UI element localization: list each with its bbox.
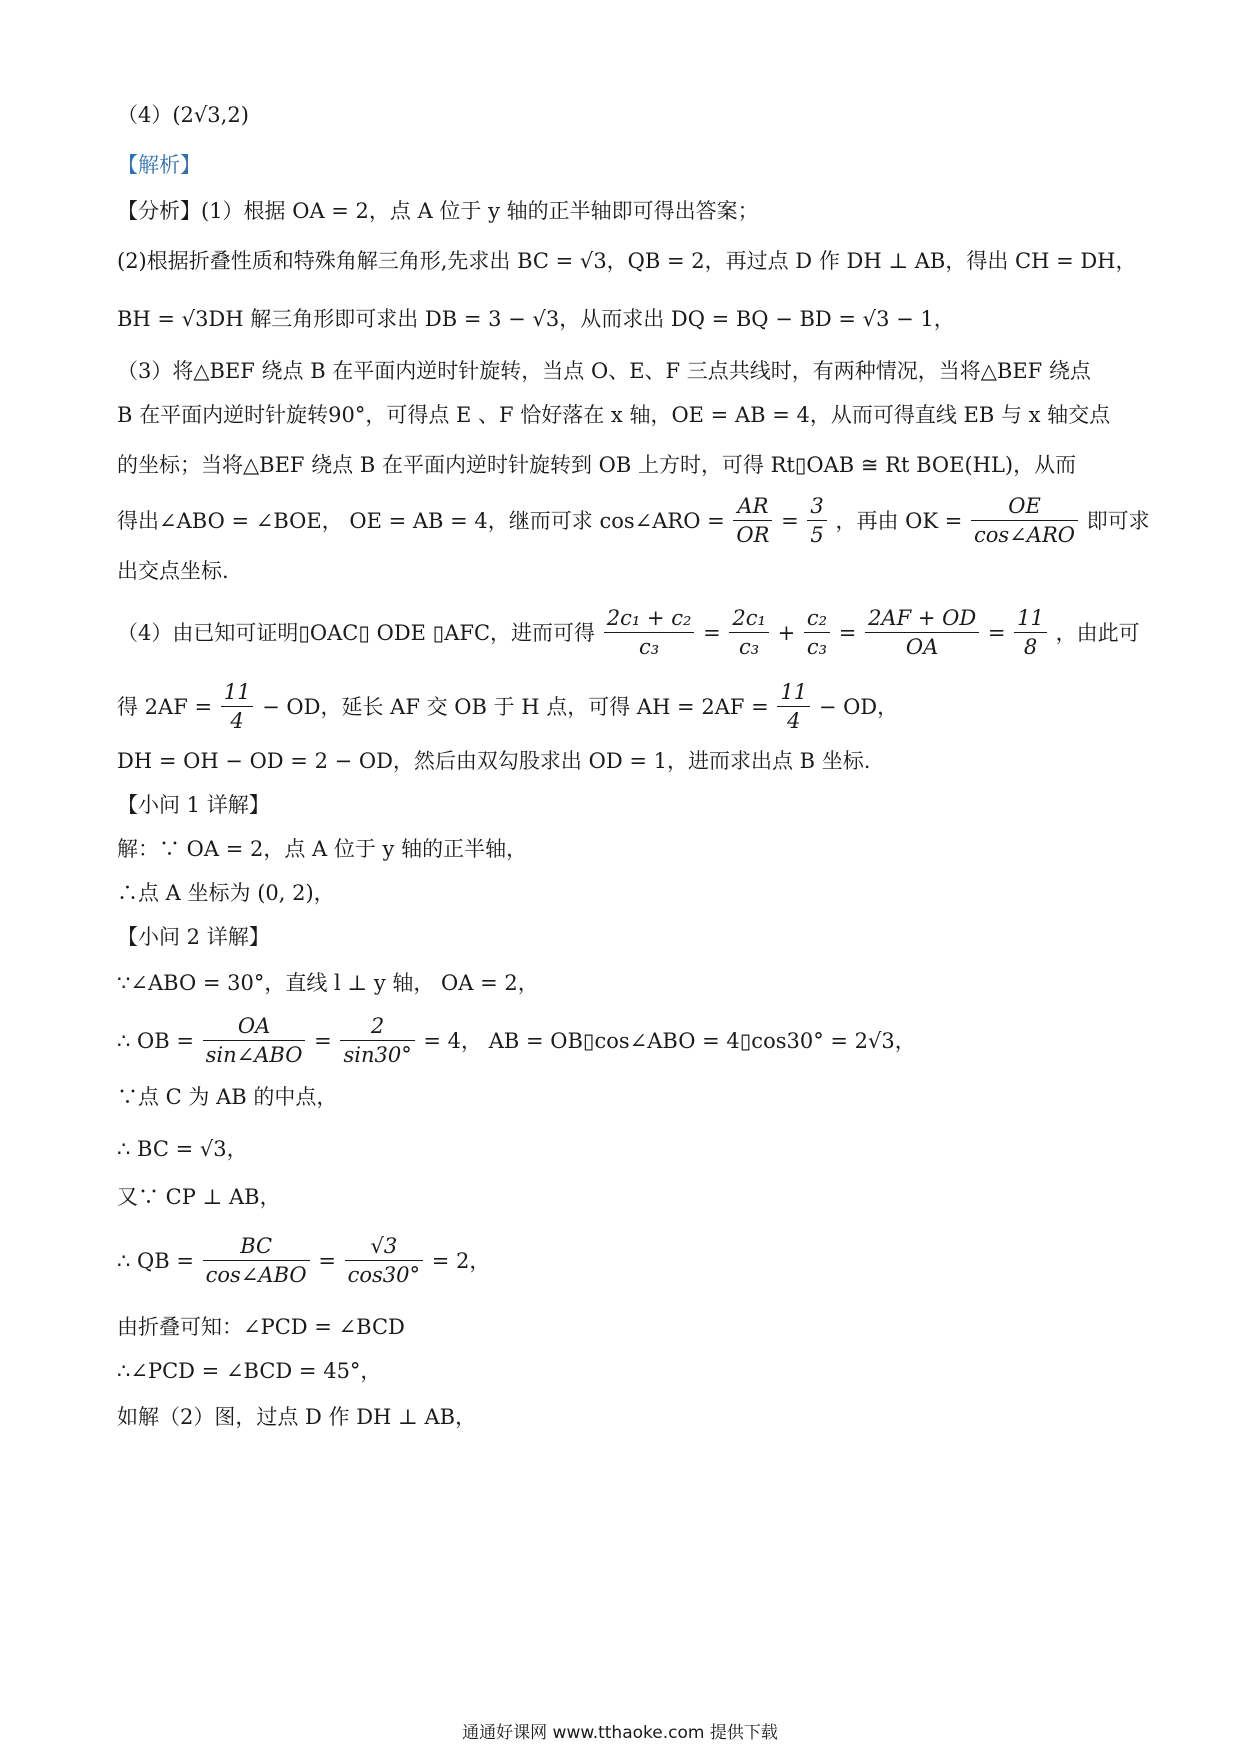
analysis-part-2-line-2: BH = √3DH 解三角形即可求出 DB = 3 − √3，从而求出 DQ = BQ − BD = √3 − 1， xyxy=(117,307,955,331)
fraction-11-4-a: $\frac{11}{4}$ xyxy=(221,678,254,735)
fraction-ratio-2: $\frac{\text{2c₁}}{\text{c₃}}$ xyxy=(729,604,769,661)
analysis-part-1: 【分析】(1）根据 OA = 2，点 A 位于 y 轴的正半轴即可得出答案； xyxy=(117,199,759,223)
q2-line-9: 如解（2）图，过点 D 作 DH ⊥ AB， xyxy=(117,1405,477,1429)
q2-line-5: 又∵ CP ⊥ AB， xyxy=(117,1185,281,1209)
q1-solution-line-1: 解：∵ OA = 2，点 A 位于 y 轴的正半轴， xyxy=(117,837,528,861)
fraction-sqrt3-cos30: $\frac{√3}{\cos 30^\circ}$ xyxy=(345,1232,423,1289)
q1-solution-line-2: ∴点 A 坐标为 (0, 2)， xyxy=(117,881,335,905)
answer-line: （4）(2√3,2) xyxy=(117,103,249,127)
fraction-bc-cos: $\frac{BC}{\text{cos∠ABO}}$ xyxy=(203,1232,310,1289)
fraction-ar-or: $\frac{AR}{OR}$ xyxy=(733,492,772,549)
analysis-part-3-line-1: （3）将△BEF 绕点 B 在平面内逆时针旋转，当点 O、E、F 三点共线时，有两种情况，当将△BEF 绕点 xyxy=(117,359,1091,383)
fraction-ratio-4: $\frac{2AF + OD}{OA}$ xyxy=(865,604,979,661)
q1-heading: 【小问 1 详解】 xyxy=(117,793,270,817)
fraction-oa-sin: $\frac{OA}{\text{sin∠ABO}}$ xyxy=(203,1012,306,1069)
q2-heading: 【小问 2 详解】 xyxy=(117,925,270,949)
q2-line-4: ∴ BC = √3， xyxy=(117,1137,248,1161)
analysis-part-3-line-5: 出交点坐标. xyxy=(117,559,229,583)
fraction-ratio-1: $\frac{\text{2c₁ + c₂}}{\text{c₃}}$ xyxy=(604,604,695,661)
analysis-part-2-line-1: (2)根据折叠性质和特殊角解三角形,先求出 BC = √3，QB = 2，再过点 D 作 DH ⊥ AB，得出 CH = DH， xyxy=(117,249,1137,273)
q2-line-2: ∴ OB = $\frac{OA}{\text{sin∠ABO}}$ = $\frac{2}{\sin 30^\circ}$ = 4， AB = OB▯cos∠ABO = 4▯cos30° = 2√3， xyxy=(117,1014,916,1067)
fraction-11-8: $\frac{11}{8}$ xyxy=(1014,604,1047,661)
q2-line-7: 由折叠可知：∠PCD = ∠BCD xyxy=(117,1315,405,1339)
analysis-part-4-line-2: 得 2AF = $\frac{11}{4}$ − OD，延长 AF 交 OB 于 H 点，可得 AH = 2AF = $\frac{11}{4}$ − OD， xyxy=(117,680,899,733)
fraction-2-sin30: $\frac{2}{\sin 30^\circ}$ xyxy=(340,1012,414,1069)
analysis-part-4-line-3: DH = OH − OD = 2 − OD，然后由双勾股求出 OD = 1，进而求出点 B 坐标. xyxy=(117,749,871,773)
analysis-part-3-line-3: 的坐标；当将△BEF 绕点 B 在平面内逆时针旋转到 OB 上方时，可得 Rt▯OAB ≅ Rt BOE(HL)，从而 xyxy=(117,453,1077,477)
fraction-11-4-b: $\frac{11}{4}$ xyxy=(777,678,810,735)
q2-line-3: ∵点 C 为 AB 的中点， xyxy=(117,1085,338,1109)
analysis-part-3-line-2: B 在平面内逆时针旋转90°，可得点 E 、F 恰好落在 x 轴，OE = AB = 4，从而可得直线 EB 与 x 轴交点 xyxy=(117,403,1111,427)
fraction-ratio-3: $\frac{\text{c₂}}{\text{c₃}}$ xyxy=(804,604,830,661)
footer-watermark: 通通好课网 www.tthaoke.com 提供下载 xyxy=(462,1723,778,1743)
q2-line-8: ∴∠PCD = ∠BCD = 45°， xyxy=(117,1359,382,1383)
q2-line-6: ∴ QB = $\frac{BC}{\text{cos∠ABO}}$ = $\frac{√3}{\cos 30^\circ}$ = 2， xyxy=(117,1234,491,1287)
q2-line-1: ∵∠ABO = 30°，直线 l ⊥ y 轴， OA = 2， xyxy=(117,971,539,995)
analysis-heading: 【解析】 xyxy=(117,153,201,177)
analysis-part-3-line-4: 得出∠ABO = ∠BOE， OE = AB = 4，继而可求 cos∠ARO = $\frac{AR}{OR}$ = $\frac{3}{5}$ ，再由 OK = $\frac{OE}{\text{cos∠ARO}}$ 即可求 xyxy=(117,494,1150,547)
analysis-part-4-line-1: （4）由已知可证明▯OAC▯ ODE ▯AFC，进而可得 $\frac{\text{2c₁ + c₂}}{\text{c₃}}$ = $\frac{\text{2c₁}}{\text{c₃}}$ + $\frac{\text{c₂}}{\text{c₃}}$ = $\frac{2AF + OD}{OA}$ = $\frac{11}{8}$ ，由此可 xyxy=(117,606,1140,659)
fraction-oe-cos: $\frac{OE}{\text{cos∠ARO}}$ xyxy=(971,492,1078,549)
fraction-3-5: $\frac{3}{5}$ xyxy=(807,492,826,549)
